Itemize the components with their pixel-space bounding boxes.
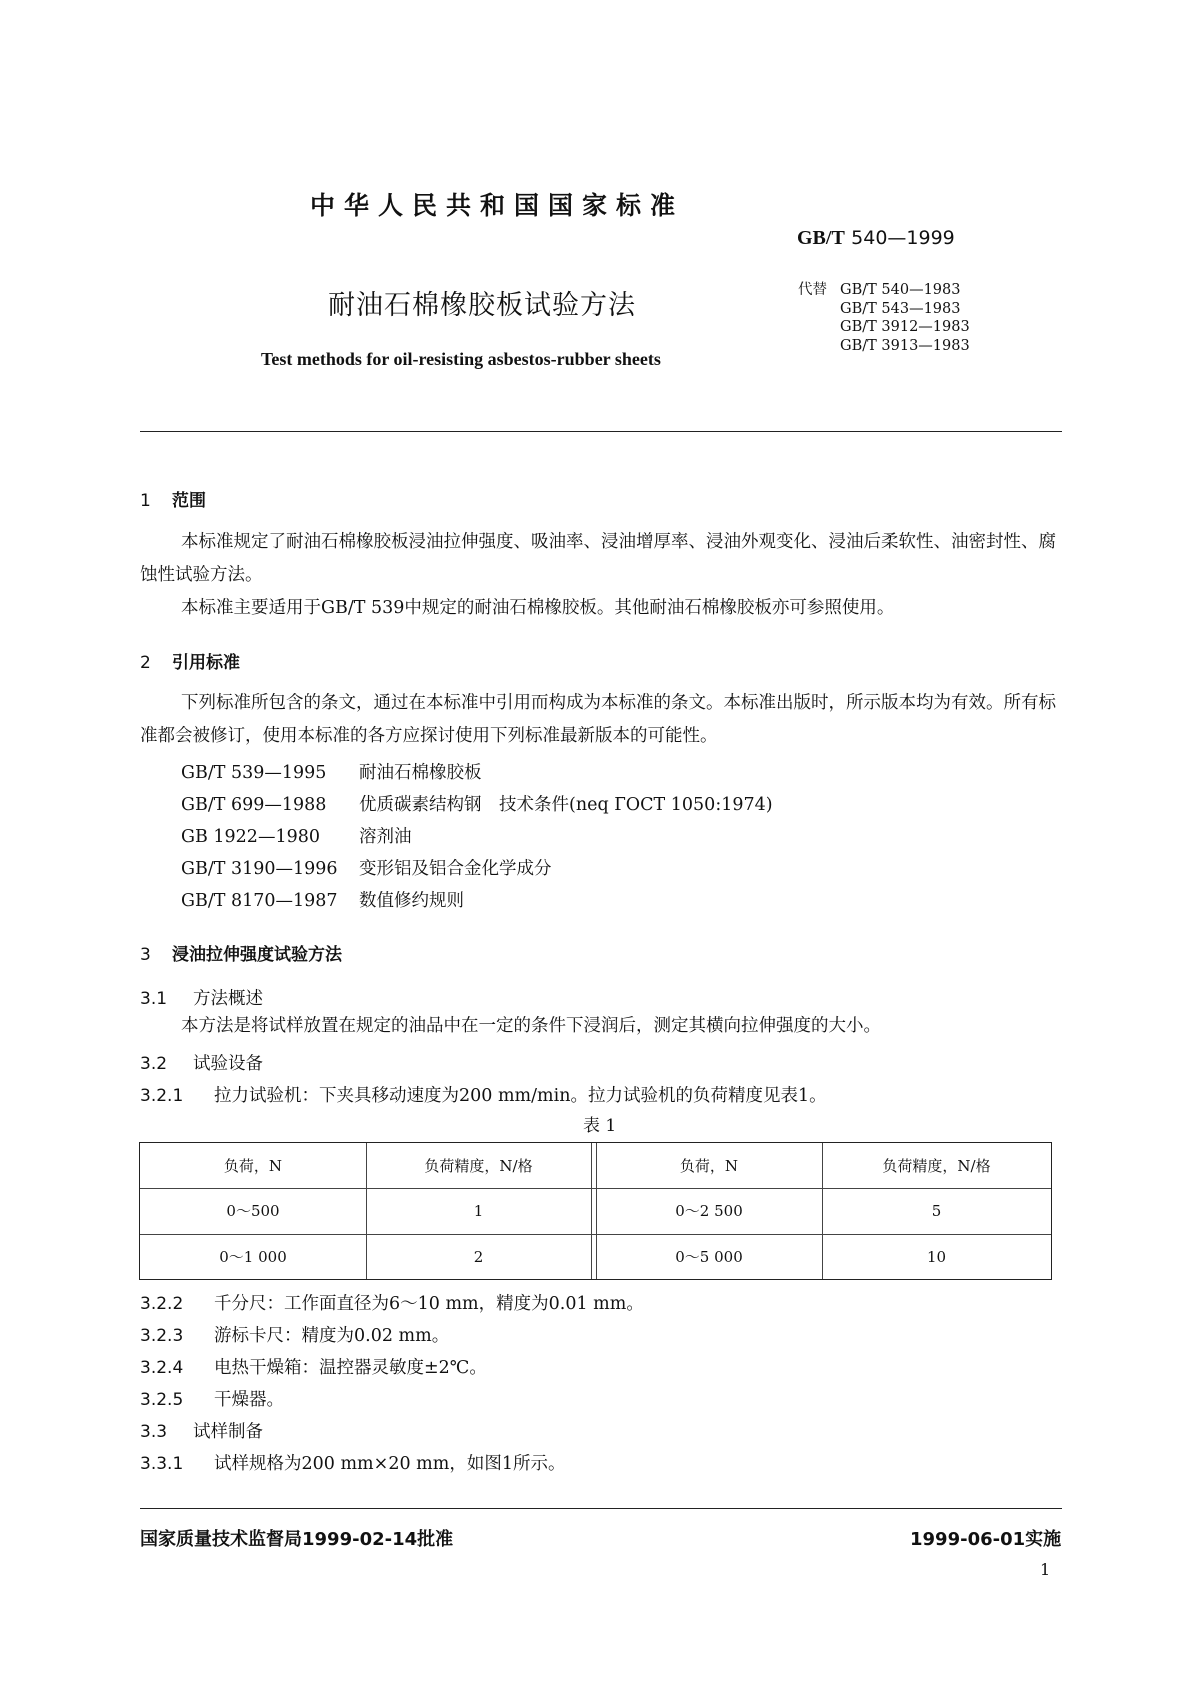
table-cell: 0～1 000 — [219, 1248, 287, 1266]
clause-text: 千分尺：工作面直径为6～10 mm，精度为0.01 mm。 — [214, 1294, 644, 1314]
clause-number: 3.3.1 — [140, 1454, 184, 1474]
clause-3-3-1 — [140, 1450, 565, 1475]
standard-code — [797, 225, 955, 250]
reference-item — [181, 759, 482, 784]
reference-code: GB/T 3190—1996 — [181, 859, 338, 879]
clause-text: 试样制备 — [193, 1422, 263, 1442]
standard-code-prefix: GB/T — [797, 227, 845, 249]
load-precision-table — [139, 1142, 1052, 1280]
clause-3-2-4 — [140, 1354, 487, 1379]
clause-3-2 — [140, 1050, 263, 1075]
clause-3-2-5 — [140, 1386, 284, 1411]
section-number: 1 — [140, 491, 151, 511]
table-header-cell: 负荷精度，N/格 — [882, 1157, 991, 1175]
clause-text: 方法概述 — [193, 989, 263, 1009]
standard-code-number: 540—1999 — [851, 227, 955, 249]
clause-number: 3.2.5 — [140, 1390, 184, 1410]
reference-code: GB/T 539—1995 — [181, 763, 327, 783]
reference-item — [181, 855, 552, 880]
reference-item — [181, 823, 412, 848]
reference-name: 耐油石棉橡胶板 — [359, 763, 482, 783]
replaces-list — [798, 281, 970, 355]
table-cell: 10 — [926, 1248, 947, 1266]
clause-text: 游标卡尺：精度为0.02 mm。 — [214, 1326, 450, 1346]
table-cell: 0～2 500 — [675, 1202, 743, 1220]
table-header-cell: 负荷，N — [223, 1157, 283, 1175]
clause-text: 电热干燥箱：温控器灵敏度±2℃。 — [214, 1358, 487, 1378]
section-2-paragraph-1: 下列标准所包含的条文，通过在本标准中引用而构成为本标准的条文。本标准出版时，所示版本均为有效。所有标准都会被修订，使用本标准的各方应探讨使用下列标准最新版本的可能性。 — [140, 693, 1056, 746]
page-number: 1 — [1040, 1560, 1051, 1579]
clause-number: 3.2.1 — [140, 1086, 184, 1106]
table-header-cell: 负荷精度，N/格 — [424, 1157, 533, 1175]
section-1-paragraph-1: 本标准规定了耐油石棉橡胶板浸油拉伸强度、吸油率、浸油增厚率、浸油外观变化、浸油后柔软性、油密封性、腐蚀性试验方法。 — [140, 532, 1056, 585]
clause-number: 3.2 — [140, 1054, 168, 1074]
document-title-english: Test methods for oil-resisting asbestos-rubber sheets — [261, 349, 661, 369]
table-cell: 2 — [473, 1248, 484, 1266]
national-standard-heading: 中华人民共和国国家标准 — [310, 191, 685, 220]
clause-text: 试验设备 — [193, 1054, 263, 1074]
clause-3-1 — [140, 985, 263, 1010]
clause-number: 3.2.4 — [140, 1358, 184, 1378]
section-title: 范围 — [172, 491, 206, 511]
section-2-heading — [140, 648, 240, 673]
replaces-label: 代替 — [798, 282, 827, 298]
clause-text: 拉力试验机：下夹具移动速度为200 mm/min。拉力试验机的负荷精度见表1。 — [214, 1086, 827, 1106]
reference-code: GB/T 8170—1987 — [181, 891, 338, 911]
table-cell: 0～500 — [226, 1202, 280, 1220]
clause-3-3 — [140, 1418, 263, 1443]
reference-name: 溶剂油 — [359, 827, 412, 847]
replaces-item: GB/T 3913—1983 — [840, 337, 970, 354]
clause-3-2-2 — [140, 1290, 644, 1315]
replaces-item: GB/T 540—1983 — [840, 282, 961, 298]
section-3-heading — [140, 940, 342, 965]
effective-date: 1999-06-01实施 — [910, 1529, 1062, 1550]
clause-number: 3.2.3 — [140, 1326, 184, 1346]
document-title: 耐油石棉橡胶板试验方法 — [328, 290, 636, 321]
replaces-item: GB/T 3912—1983 — [840, 319, 970, 335]
table-cell: 5 — [931, 1202, 942, 1220]
clause-3-1-paragraph: 本方法是将试样放置在规定的油品中在一定的条件下浸润后，测定其横向拉伸强度的大小。 — [181, 1016, 881, 1036]
section-1-heading — [140, 486, 206, 511]
section-number: 2 — [140, 653, 151, 673]
reference-item — [181, 887, 464, 912]
footer-divider — [140, 1508, 1062, 1509]
header-divider — [140, 431, 1062, 432]
table-header-cell: 负荷，N — [679, 1157, 739, 1175]
clause-number: 3.3 — [140, 1422, 168, 1442]
table-cell: 0～5 000 — [675, 1248, 743, 1266]
section-1-paragraph-2: 本标准主要适用于GB/T 539中规定的耐油石棉橡胶板。其他耐油石棉橡胶板亦可参照使用。 — [181, 598, 895, 618]
reference-name: 数值修约规则 — [359, 891, 464, 911]
clause-3-2-3 — [140, 1322, 449, 1347]
table-cell: 1 — [473, 1202, 484, 1220]
clause-number: 3.2.2 — [140, 1294, 184, 1314]
section-title: 引用标准 — [172, 653, 240, 673]
clause-3-2-1 — [140, 1082, 827, 1107]
replaces-item: GB/T 543—1983 — [840, 300, 961, 317]
reference-code: GB 1922—1980 — [181, 827, 320, 847]
section-title: 浸油拉伸强度试验方法 — [172, 945, 342, 965]
clause-text: 干燥器。 — [214, 1390, 284, 1410]
table-1-caption: 表 1 — [583, 1116, 617, 1136]
reference-item — [181, 791, 773, 816]
reference-code: GB/T 699—1988 — [181, 795, 327, 815]
section-number: 3 — [140, 945, 151, 965]
clause-text: 试样规格为200 mm×20 mm，如图1所示。 — [214, 1454, 566, 1474]
reference-name: 优质碳素结构钢 技术条件(neq ГОСТ 1050:1974) — [359, 795, 773, 815]
approval-date: 国家质量技术监督局1999-02-14批准 — [140, 1529, 454, 1550]
clause-number: 3.1 — [140, 989, 168, 1009]
reference-name: 变形铝及铝合金化学成分 — [359, 859, 552, 879]
